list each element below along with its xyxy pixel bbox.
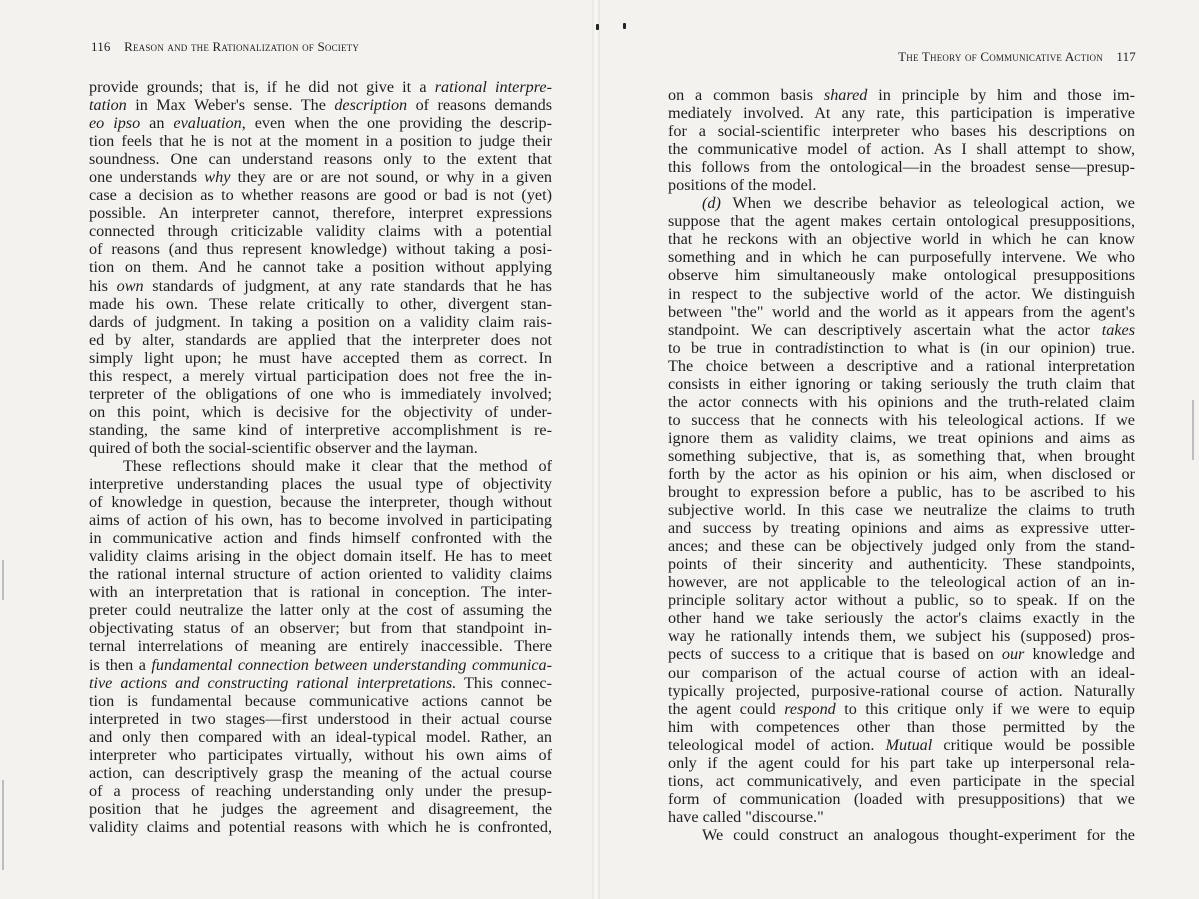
text-line: simply light upon; he must have accepted them as correct. In [89,348,552,367]
text-line: forth by the actor as his opinion or his aim, when disclosed or [668,464,1135,483]
text-line: (d) When we describe behavior as teleological action, we [702,194,1135,213]
text-line: These reflections should make it clear that the method of [123,456,552,475]
text-line: our comparison of the actual course of action with an ideal- [668,663,1135,682]
text-line: to success that he connects with his teleological actions. If we [668,410,1135,429]
text-line: this follows from the ontological—in the broadest sense—presup- [668,158,1135,177]
text-line: standing, the same kind of interpretive accomplishment is re- [89,420,552,439]
text-line: for a social-scientific interpreter who bases his descriptions on [668,122,1135,141]
text-line: soundness. One can understand reasons only to the extent that [89,150,552,169]
left-running-head [91,39,359,55]
text-line: have called "discourse." [668,807,824,826]
text-line: dards of judgment. In taking a position on a validity claim rais- [89,312,552,331]
text-line: ances; and these can be objectively judged only from the stand- [668,537,1135,556]
text-line: only if the agent could for his part take up interpersonal rela- [668,753,1135,772]
text-line: brought to expression before a public, has to be ascribed to his [668,483,1135,502]
text-line: to be true in contradistinction to what is (in our opinion) true. [668,338,1135,357]
book-spine [592,0,600,899]
text-line: between "the" world and the world as it appears from the agent's [668,302,1135,321]
text-line: the actor connects with his opinions and the truth-related claim [668,392,1135,411]
left-page [0,0,592,899]
left-body-text [89,78,552,836]
text-line: and success by treating opinions and aims as expressive utter- [668,519,1135,538]
text-line: terpreter of the obligations of one who is immediately involved; [89,384,552,403]
text-line: in communicative action and finds himself confronted with the [89,529,552,548]
text-line: however, are not applicable to the teleological action of an in- [668,573,1135,592]
text-line: this respect, a merely virtual participation does not free the in- [89,366,552,385]
text-line: way he rationally intends them, we subject his (supposed) pros- [668,627,1135,646]
text-line: one understands why they are or are not sound, or why in a given [89,168,552,187]
right-running-title: The Theory of Communicative Action [898,49,1103,64]
text-line: tion feels that he is not at the moment in a position to judge their [89,132,552,151]
left-page-number: 116 [91,39,111,54]
text-line: teleological model of action. Mutual critique would be possible [668,735,1135,754]
text-line: connected through criticizable validity claims with a potential [89,222,552,241]
text-line: case a decision as to whether reasons are good or bad is not (yet) [89,186,552,205]
text-line: position that he judges the agreement and disagreement, the [89,799,552,818]
right-running-head [898,49,1136,65]
text-line: in respect to the subjective world of the actor. We distinguish [668,284,1135,303]
text-line: suppose that the agent makes certain ontological presuppositions, [668,212,1135,231]
text-line: interpreter who participates virtually, without his own aims of [89,745,552,764]
text-line: pects of success to a critique that is based on our knowledge and [668,645,1135,664]
text-line: other hand we take seriously the actor's claims exactly in the [668,609,1135,628]
text-line: ed by alter, standards are applied that the interpreter does not [89,330,552,349]
text-line: form of communication (loaded with presuppositions) that we [668,789,1135,808]
text-line: interpretive understanding places the usual type of objectivity [89,475,552,494]
text-line: aims of action of his own, has to become involved in participating [89,511,552,530]
text-line: of a process of reaching understanding only under the presup- [89,781,552,800]
text-line: validity claims and potential reasons with which he is confronted, [89,817,552,836]
right-body-text [668,86,1135,844]
text-line: with an interpretation that is rational in conception. The inter- [89,583,552,602]
text-line: subjective world. In this case we neutralize the claims to truth [668,501,1135,520]
text-line: typically projected, purposive-rational course of action. Naturally [668,681,1135,700]
text-line: The choice between a descriptive and a rational interpretation [668,356,1135,375]
text-line: of reasons (and thus represent knowledge) without taking a posi- [89,240,552,259]
text-line: positions of the model. [668,176,817,195]
text-line: something and in which he can purposefully intervene. We who [668,248,1135,267]
text-line: him with competences other than those permitted by the [668,717,1135,736]
text-line: possible. An interpreter cannot, therefore, interpret expressions [89,204,552,223]
text-line: and only then compared with an ideal-typical model. Rather, an [89,727,552,746]
text-line: We could construct an analogous thought-experiment for the [702,825,1135,844]
text-line: tions, act communicatively, and even participate in the special [668,771,1135,790]
text-line: consists in either ignoring or taking seriously the truth claim that [668,374,1135,393]
text-line: provide grounds; that is, if he did not give it a rational interpre- [89,78,552,96]
text-line: validity claims arising in the object domain itself. He has to meet [89,547,552,566]
text-line: ternal interrelations of meaning are entirely inaccessible. There [89,637,552,656]
text-line: tation in Max Weber's sense. The description of reasons demands [89,96,552,115]
text-line: something subjective, that is, as something that, when brought [668,446,1135,465]
text-line: his own standards of judgment, at any rate standards that he has [89,276,552,295]
text-line: the agent could respond to this critique only if we were to equip [668,699,1135,718]
text-line: on this point, which is decisive for the objectivity of under- [89,402,552,421]
text-line: principle solitary actor without a public, so to speak. If on the [668,591,1135,610]
right-page [600,0,1199,899]
text-line: tion is fundamental because communicative actions cannot be [89,691,552,710]
text-line: points of their sincerity and authenticity. These standpoints, [668,555,1135,574]
text-line: tive actions and constructing rational interpretations. This connec- [89,673,552,692]
text-line: the communicative model of action. As I shall attempt to show, [668,140,1135,159]
text-line: standpoint. We can descriptively ascertain what the actor takes [668,320,1135,339]
text-line: that he reckons with an objective world in which he can know [668,230,1135,249]
text-line: eo ipso an evaluation, even when the one providing the descrip- [89,114,552,133]
text-line: objectivating status of an observer; but from that standpoint in- [89,619,552,638]
text-line: of knowledge in question, because the interpreter, though without [89,493,552,512]
scan-mark [596,24,599,30]
text-line: is then a fundamental connection between understanding communica- [89,655,552,674]
text-line: the rational internal structure of action oriented to validity claims [89,565,552,584]
text-line: interpreted in two stages—first understood in their actual course [89,709,552,728]
text-line: observe him simultaneously make ontological presuppositions [668,266,1135,285]
text-line: quired of both the social-scientific observer and the layman. [89,438,478,457]
text-line: tion on them. And he cannot take a position without applying [89,258,552,277]
left-running-title: Reason and the Rationalization of Society [124,39,360,54]
text-line: preter could neutralize the latter only at the cost of assuming the [89,601,552,620]
text-line: ignore them as validity claims, we treat opinions and aims as [668,428,1135,447]
text-line: action, can descriptively grasp the meaning of the actual course [89,763,552,782]
text-line: made his own. These relate critically to other, divergent stan- [89,294,552,313]
text-line: on a common basis shared in principle by him and those im- [668,86,1135,104]
text-line: mediately involved. At any rate, this participation is imperative [668,104,1135,123]
right-page-number: 117 [1116,49,1136,64]
